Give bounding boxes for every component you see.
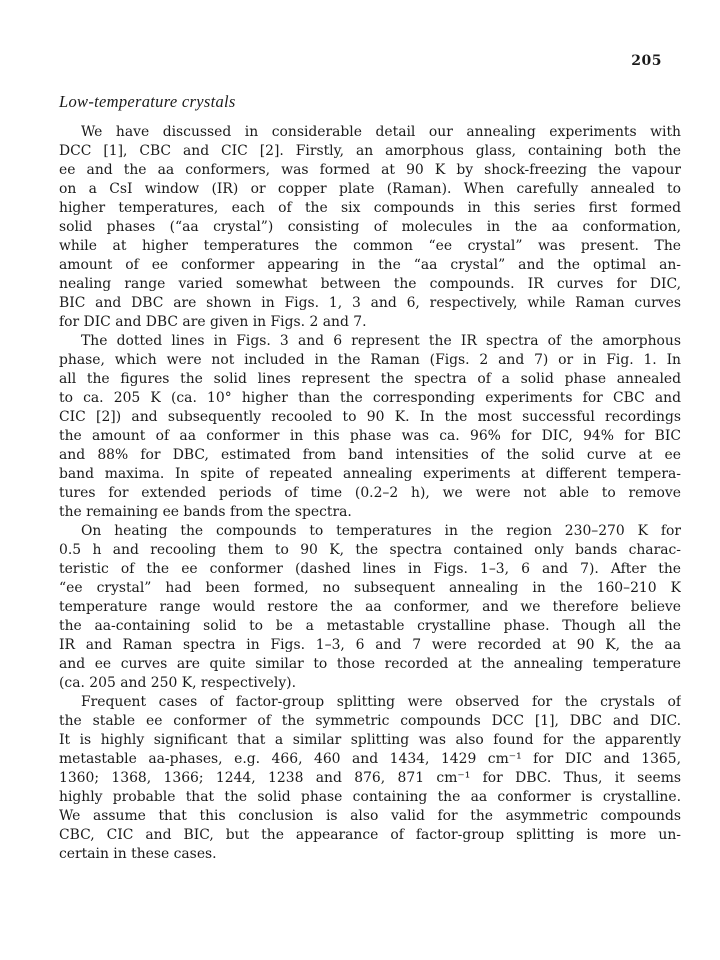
text-line: to ca. 205 K (ca. 10° higher than the corresponding experiments for CBC and — [59, 390, 681, 406]
text-line: (ca. 205 and 250 K, respectively). — [59, 675, 297, 691]
text-line: highly probable that the solid phase containing the aa conformer is crystalline. — [59, 789, 681, 805]
text-line: CIC [2]) and subsequently recooled to 90 K. In the most successful recordings — [59, 409, 681, 425]
text-line: all the figures the solid lines represent the spectra of a solid phase annealed — [59, 371, 681, 387]
text-line: It is highly significant that a similar splitting was also found for the apparently — [59, 732, 681, 748]
text-line: the aa-containing solid to be a metastable crystalline phase. Though all the — [59, 618, 681, 634]
text-line: teristic of the ee conformer (dashed lines in Figs. 1–3, 6 and 7). After the — [59, 561, 681, 577]
text-line: We have discussed in considerable detail our annealing experiments with — [81, 124, 681, 140]
text-line: and ee curves are quite similar to those recorded at the annealing temperature — [59, 656, 681, 672]
text-line: On heating the compounds to temperatures in the region 230–270 K for — [81, 523, 681, 539]
text-line: while at higher temperatures the common “ee crystal” was present. The — [59, 238, 681, 254]
text-line: phase, which were not included in the Raman (Figs. 2 and 7) or in Fig. 1. In — [59, 352, 681, 368]
text-line: nealing range varied somewhat between the compounds. IR curves for DIC, — [59, 276, 681, 292]
text-line: CBC, CIC and BIC, but the appearance of factor-group splitting is more un- — [59, 827, 681, 843]
text-line: tures for extended periods of time (0.2–2 h), we were not able to remove — [59, 485, 681, 501]
text-line: for DIC and DBC are given in Figs. 2 and 7. — [59, 314, 367, 330]
text-line: amount of ee conformer appearing in the “aa crystal” and the optimal an- — [59, 257, 681, 273]
text-line: 1360; 1368, 1366; 1244, 1238 and 876, 871 cm⁻¹ for DBC. Thus, it seems — [59, 770, 681, 786]
text-line: ee and the aa conformers, was formed at 90 K by shock-freezing the vapour — [59, 162, 681, 178]
page-number: 205 — [631, 53, 662, 69]
text-line: solid phases (“aa crystal”) consisting of molecules in the aa conformation, — [59, 219, 681, 235]
text-line: certain in these cases. — [59, 846, 217, 862]
text-line: and 88% for DBC, estimated from band intensities of the solid curve at ee — [59, 447, 681, 463]
text-line: temperature range would restore the aa conformer, and we therefore believe — [59, 599, 681, 615]
text-line: “ee crystal” had been formed, no subsequent annealing in the 160–210 K — [59, 580, 681, 596]
body-text — [59, 123, 681, 864]
text-line: We assume that this conclusion is also valid for the asymmetric compounds — [59, 808, 681, 824]
text-line: The dotted lines in Figs. 3 and 6 represent the IR spectra of the amorphous — [81, 333, 681, 349]
text-line: the amount of aa conformer in this phase was ca. 96% for DIC, 94% for BIC — [59, 428, 681, 444]
text-line: DCC [1], CBC and CIC [2]. Firstly, an amorphous glass, containing both the — [59, 143, 681, 159]
text-line: BIC and DBC are shown in Figs. 1, 3 and 6, respectively, while Raman curves — [59, 295, 681, 311]
text-line: the stable ee conformer of the symmetric compounds DCC [1], DBC and DIC. — [59, 713, 681, 729]
text-line: on a CsI window (IR) or copper plate (Raman). When carefully annealed to — [59, 181, 681, 197]
section-title: Low-temperature crystals — [59, 92, 236, 111]
text-line: metastable aa-phases, e.g. 466, 460 and 1434, 1429 cm⁻¹ for DIC and 1365, — [59, 751, 681, 767]
text-line: band maxima. In spite of repeated annealing experiments at different tempera- — [59, 466, 681, 482]
text-line: the remaining ee bands from the spectra. — [59, 504, 352, 520]
text-line: IR and Raman spectra in Figs. 1–3, 6 and 7 were recorded at 90 K, the aa — [59, 637, 681, 653]
text-line: higher temperatures, each of the six compounds in this series first formed — [59, 200, 681, 216]
text-line: 0.5 h and recooling them to 90 K, the spectra contained only bands charac- — [59, 542, 681, 558]
text-line: Frequent cases of factor-group splitting were observed for the crystals of — [81, 694, 681, 710]
